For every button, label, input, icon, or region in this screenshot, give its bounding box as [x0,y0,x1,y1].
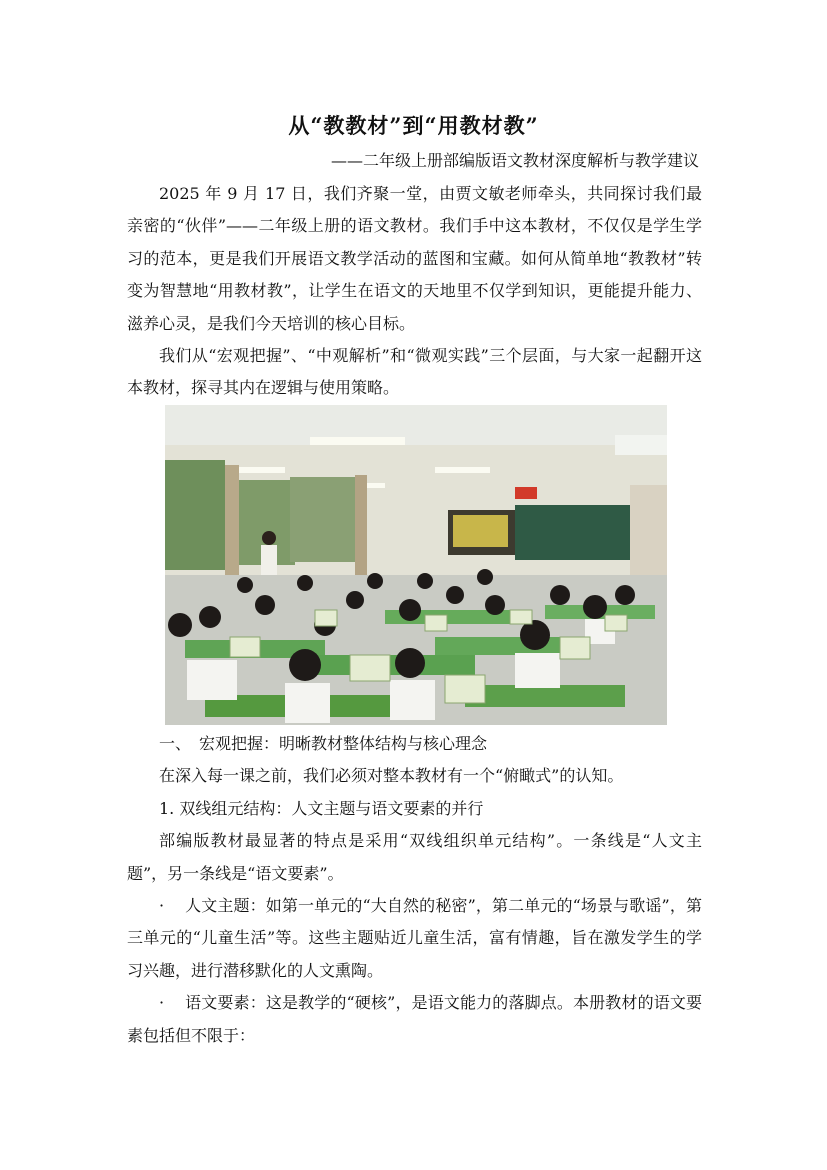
bullet-icon: · [159,993,165,1013]
document-title: 从“教教材”到“用教材教” [288,113,539,138]
intro-paragraph-1: 2025 年 9 月 17 日，我们齐聚一堂，由贾文敏老师牵头，共同探讨我们最亲密的“伙伴”——二年级上册的语文教材。我们手中这本教材，不仅仅是学生学习的范本，更是我们开展语文教学活动的蓝图和宝藏。如何从简单地“教教材”转变为智慧地“用教材教”，让学生在语文的天地里不仅学到知识，更能提升能力、滋养心灵，是我们今天培训的核心目标。 [127,184,702,333]
document-subtitle: ——二年级上册部编版语文教材深度解析与教学建议 [330,151,699,170]
bullet-item [127,890,702,987]
subsection1-paragraph: 部编版教材最显著的特点是采用“双线组织单元结构”。一条线是“人文主题”，另一条线是“语文要素”。 [127,831,702,883]
bullet-text: 语文要素：这是教学的“硬核”，是语文能力的落脚点。本册教材的语文要素包括但不限于： [127,993,702,1045]
section1-intro: 在深入每一课之前，我们必须对整本教材有一个“俯瞰式”的认知。 [159,766,624,786]
bullet-text: 人文主题：如第一单元的“大自然的秘密”，第二单元的“场景与歌谣”，第三单元的“儿童生活”等。这些主题贴近儿童生活，富有情趣，旨在激发学生的学习兴趣，进行潜移默化的人文熏陶。 [127,896,702,980]
intro-section [127,178,702,405]
subsection1-heading: 1. 双线组元结构：人文主题与语文要素的并行 [159,798,484,818]
section1-heading: 一、 宏观把握：明晰教材整体结构与核心理念 [159,734,488,753]
classroom-photo-icon [165,405,667,725]
classroom-photo [165,405,667,725]
bullet-item [127,987,702,1052]
intro-paragraph-2: 我们从“宏观把握”、“中观解析”和“微观实践”三个层面，与大家一起翻开这本教材，探寻其内在逻辑与使用策略。 [127,346,702,398]
bullet-icon: · [159,896,165,916]
section-one [127,728,702,1052]
